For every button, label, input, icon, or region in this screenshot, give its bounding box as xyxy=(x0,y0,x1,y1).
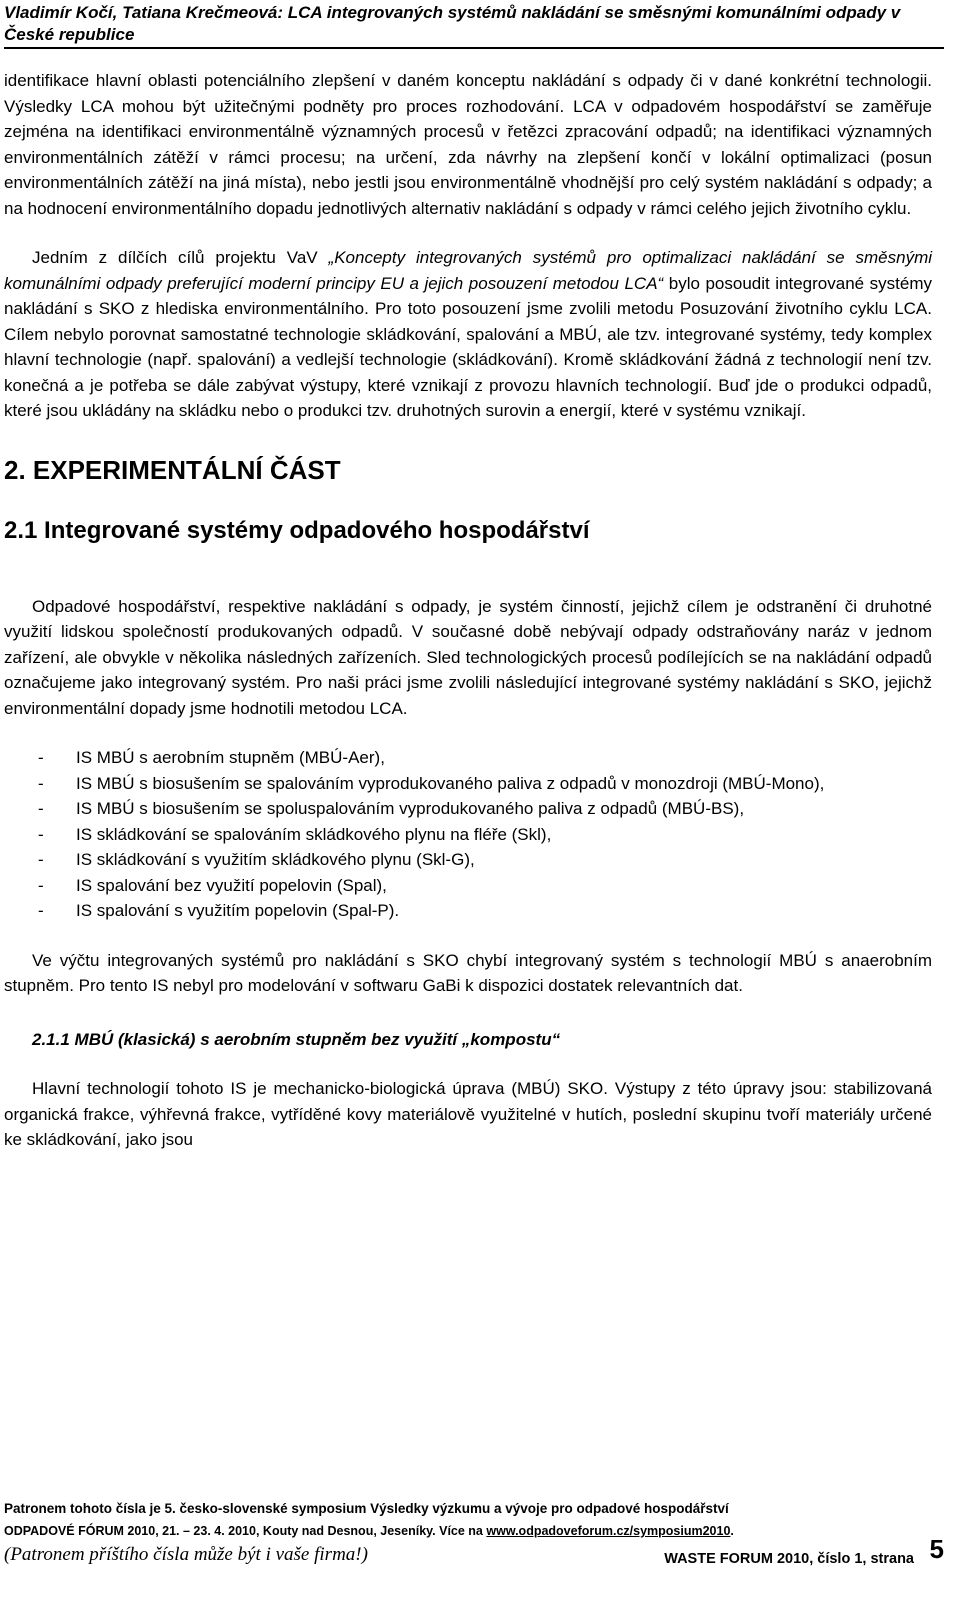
paragraph-mbu: Hlavní technologií tohoto IS je mechanicko-biologická úprava (MBÚ) SKO. Výstupy z této úpravy jsou: stabilizovaná organická frakce, výhřevná frakce, vytříděné kovy materiálově využitelné v hutích, poslední skupinu tvoří materiály určené ke skládkování, jako jsou xyxy=(4,1079,932,1149)
page-footer xyxy=(4,1498,944,1574)
list-item: - IS spalování bez využití popelovin (Spal), xyxy=(4,873,932,899)
symposium-link[interactable]: www.odpadoveforum.cz/symposium2010 xyxy=(486,1524,731,1538)
footer-last-line xyxy=(4,1534,944,1574)
paragraph-project-goal-rest: bylo posoudit integrované systémy nakládání s SKO z hlediska environmentálního. Pro toto posouzení jsme zvolili metodu Posuzování životního cyklu LCA. Cílem nebylo porovnat samostatné technologie skládkování, spalování a MBÚ, ale tzv. integrované systémy, tedy komplex hlavní technologie (např. spalování) a vedlejší technologie (skládkování). Kromě skládkování žádná z technologií není tzv. konečná a je potřeba se dále zabývat výstupy, které vznikají z provozu hlavních technologií. Buď jde o produkci odpadů, které jsou ukládány na skládku nebo o produkci tzv. druhotných surovin a energií, které v systému vznikají. xyxy=(4,273,932,420)
footer-forum-text: ODPADOVÉ FÓRUM 2010, 21. – 23. 4. 2010, Kouty nad Desnou, Jeseníky. Více na xyxy=(4,1524,487,1538)
header-divider xyxy=(4,47,944,49)
paragraph-missing-system: Ve výčtu integrovaných systémů pro nakládání s SKO chybí integrovaný systém s technologií MBÚ s anaerobním stupněm. Pro tento IS nebyl pro modelování v softwaru GaBi k dispozici dostatek relevantních dat. xyxy=(4,950,932,995)
footer-patron-line: Patronem tohoto čísla je 5. česko-slovenské symposium Výsledky výzkumu a vývoje pro odpadové hospodářství xyxy=(4,1501,729,1516)
paragraph-project-goal-start: Jedním z dílčích cílů projektu VaV xyxy=(32,248,329,267)
section-heading: 2. EXPERIMENTÁLNÍ ČÁST xyxy=(4,454,341,485)
list-item: - IS spalování s využitím popelovin (Spal-P). xyxy=(4,898,932,924)
journal-citation: WASTE FORUM 2010, číslo 1, strana xyxy=(664,1551,914,1567)
list-item: - IS MBÚ s biosušením se spoluspalováním vyprodukovaného paliva z odpadů (MBÚ-BS), xyxy=(4,796,932,822)
paragraph-lca-intro: identifikace hlavní oblasti potenciálního zlepšení v daném konceptu nakládání s odpady či v dané konkrétní technologii. Výsledky LCA mohou být užitečnými podněty pro proces rozhodování. LCA v odpadovém hospodářství se zaměřuje zejména na identifikaci environmentálně významných procesů v řetězci zpracování odpadů; na identifikaci významných environmentálních zátěží v rámci procesu; na určení, zda návrhy na zlepšení končí v lokální optimalizaci (posun environmentálních zátěží na jiná místa), nebo jestli jsou environmentálně vhodnější pro celý systém nakládání s odpady; a na hodnocení environmentálního dopadu jednotlivých alternativ nakládání s odpady v rámci celého jejich životního cyklu. xyxy=(4,71,932,218)
paragraph-waste-management: Odpadové hospodářství, respektive nakládání s odpady, je systém činností, jejichž cílem je odstranění či druhotné využití lidskou společností produkovaných odpadů. V současné době nebývají odpady odstraňovány naráz v jednom zařízení, ale obvykle v několika následných zařízeních. Sled technologických procesů podílejících se na nakládání odpadů označujeme jako integrovaný systém. Pro naši práci jsme zvolili následující integrované systémy nakládání s SKO, jejichž environmentální dopady jsme hodnotili metodou LCA. xyxy=(4,596,932,718)
article-body xyxy=(4,68,932,1153)
project-title: „Koncepty integrovaných systémů pro optimalizaci nakládání se směsnými komunálními odpady preferující moderní principy EU a jejich posouzení metodou LCA“ xyxy=(4,248,933,293)
subsection-heading: 2.1 Integrované systémy odpadového hospodářství xyxy=(4,516,590,544)
footer-forum-end: . xyxy=(730,1524,734,1538)
page-number: 5 xyxy=(929,1534,944,1564)
footer-forum-line xyxy=(4,1520,944,1542)
list-item: - IS skládkování s využitím skládkového plynu (Skl-G), xyxy=(4,847,932,873)
paragraph-project-goal xyxy=(4,245,932,424)
list-item: - IS skládkování se spalováním skládkového plynu na fléře (Skl), xyxy=(4,822,932,848)
running-header: Vladimír Kočí, Tatiana Krečmeová: LCA integrovaných systémů nakládání se směsnými komunálními odpady v České republice xyxy=(4,3,901,44)
list-item: - IS MBÚ s aerobním stupněm (MBÚ-Aer), xyxy=(4,745,932,771)
footer-patron-next: (Patronem příštího čísla může být i vaše firma!) xyxy=(4,1544,368,1565)
subsubsection-heading: 2.1.1 MBÚ (klasická) s aerobním stupněm bez využití „kompostu“ xyxy=(32,1029,561,1049)
list-item: - IS MBÚ s biosušením se spalováním vyprodukovaného paliva z odpadů v monozdroji (MBÚ-Mono), xyxy=(4,771,932,797)
integrated-systems-list xyxy=(4,745,932,924)
